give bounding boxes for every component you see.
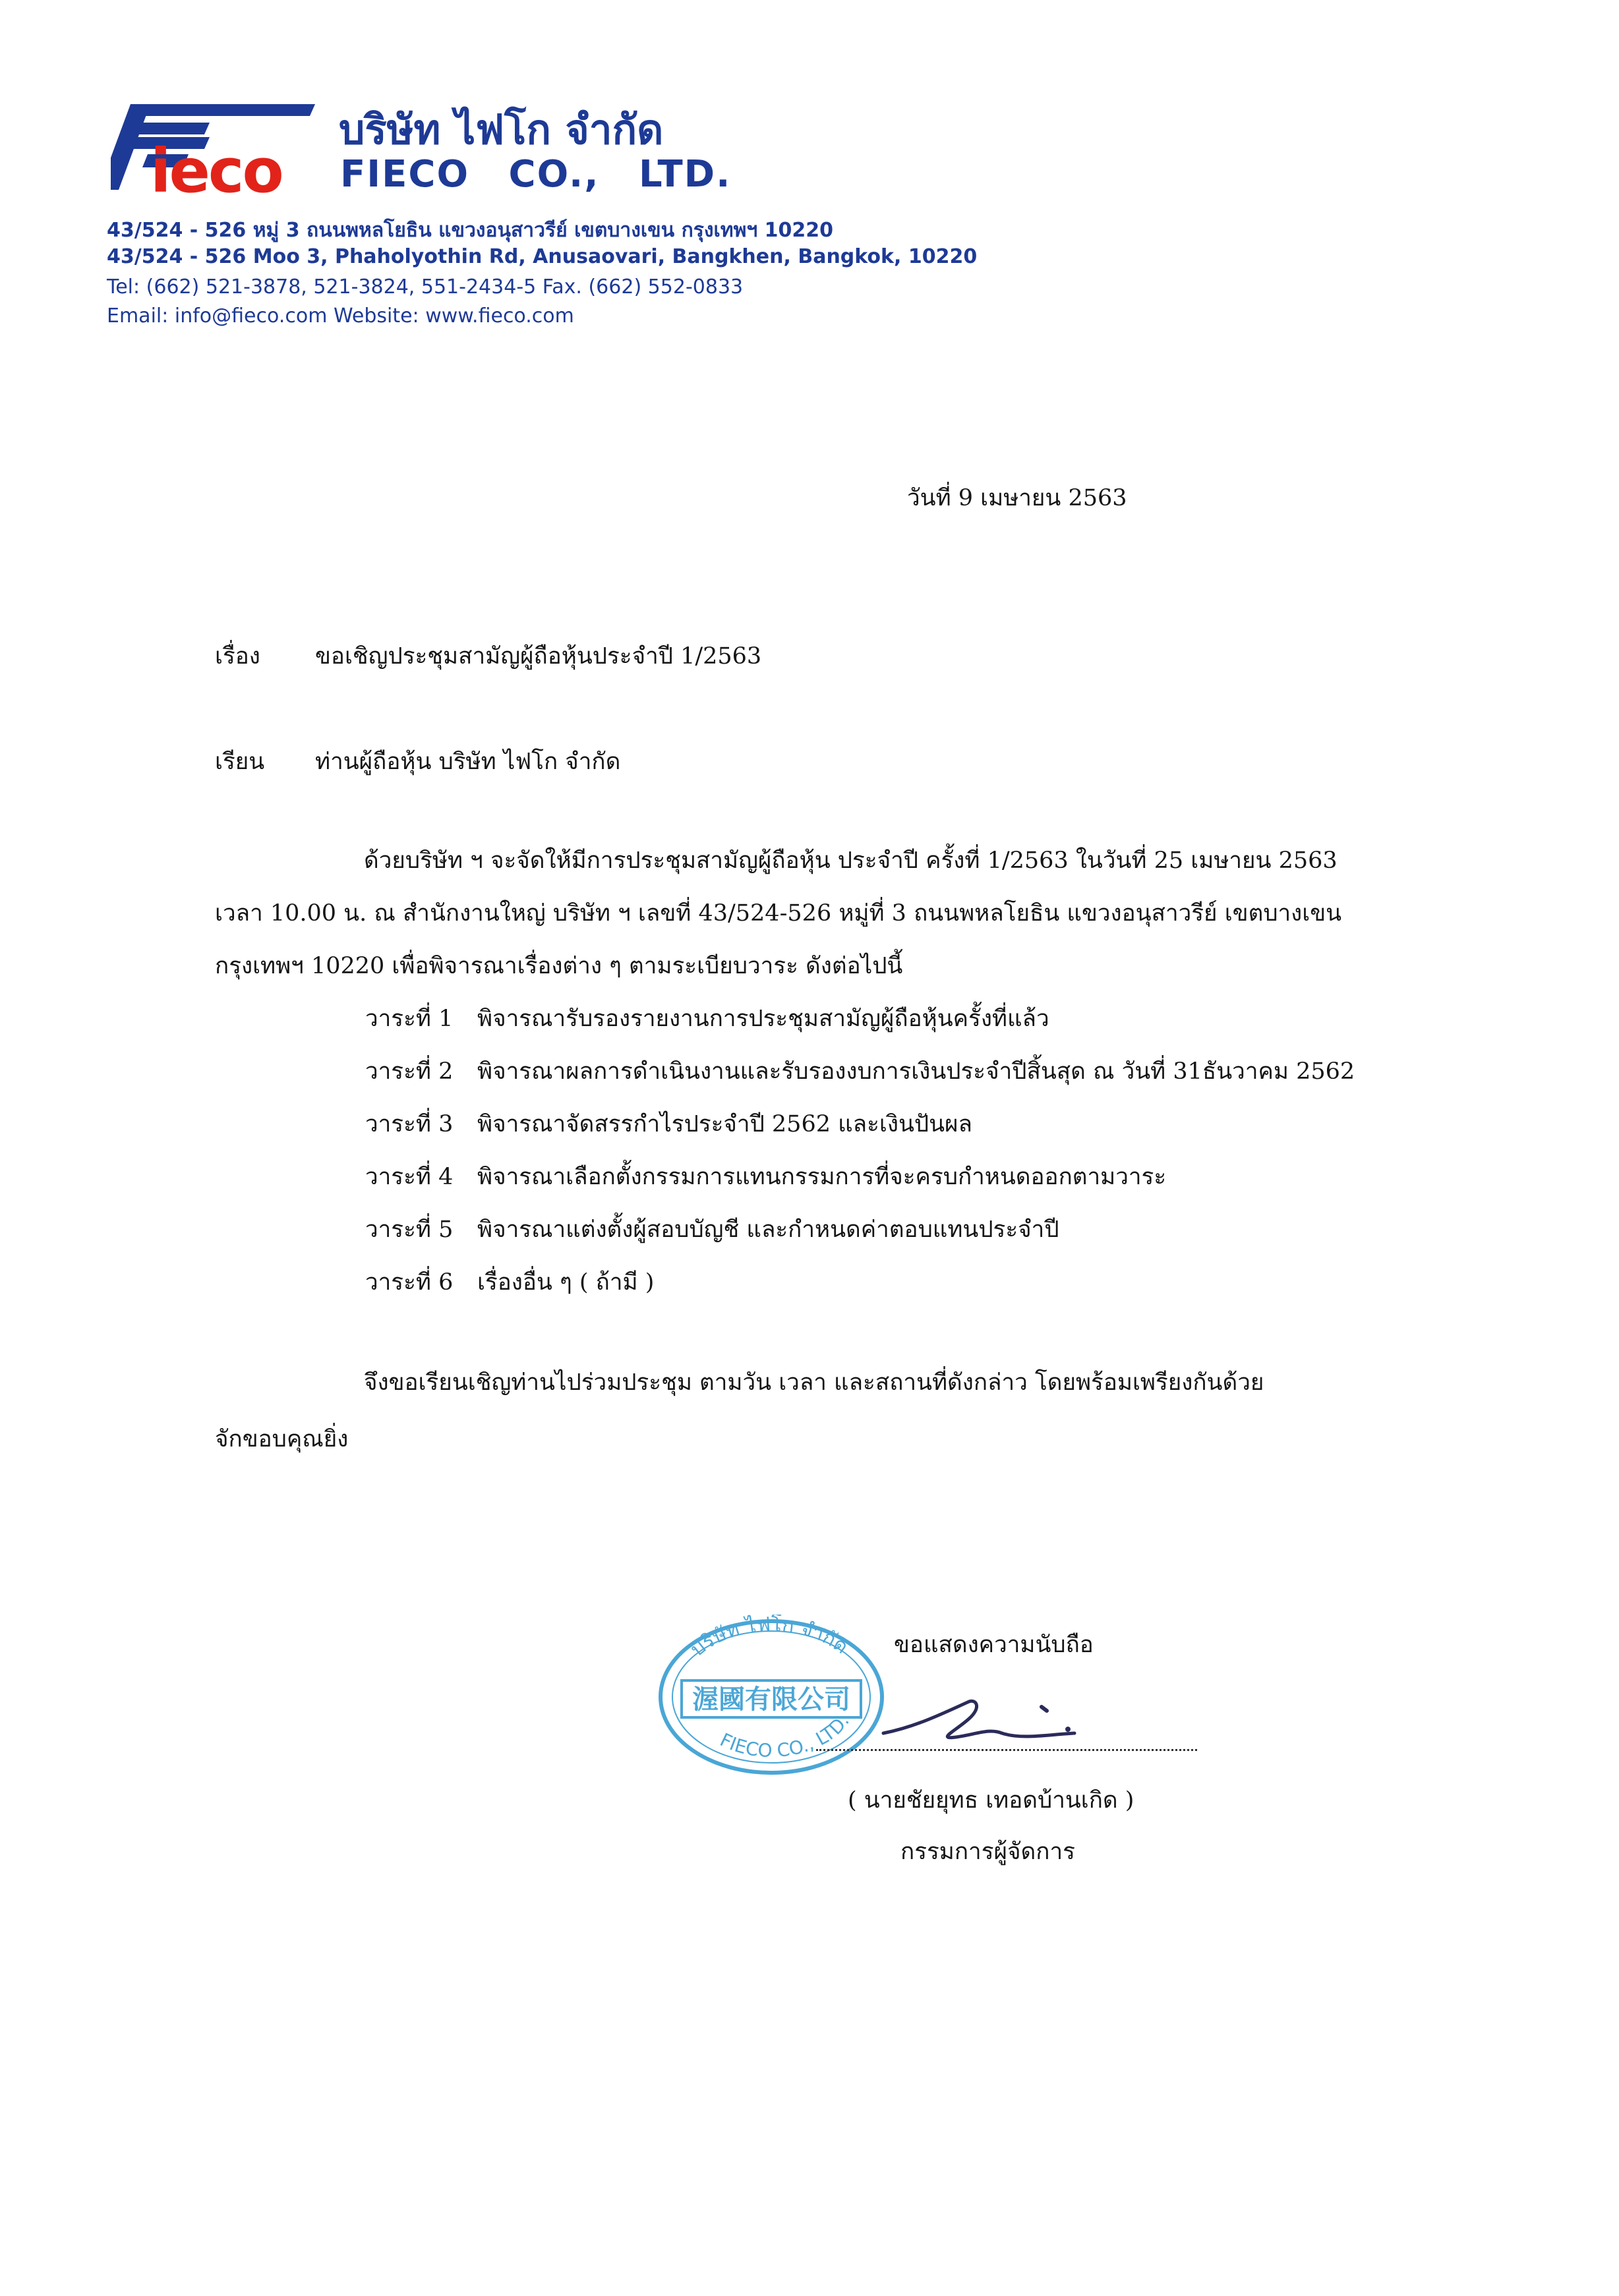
address-thai: 43/524 - 526 หมู่ 3 ถนนพหลโยธิน แขวงอนุสาวรีย์ เขตบางเขน กรุงเทพฯ 10220	[107, 219, 834, 242]
regards-text: ขอแสดงความนับถือ	[894, 1632, 1094, 1658]
agenda-text: พิจารณาจัดสรรกำไรประจำปี 2562 และเงินปันผล	[477, 1111, 972, 1137]
closing-line-2: จักขอบคุณยิ่ง	[215, 1426, 349, 1452]
agenda-number: วาระที่ 6	[365, 1269, 454, 1296]
agenda-text: เรื่องอื่น ๆ ( ถ้ามี )	[477, 1269, 655, 1296]
seal-graphic	[653, 1615, 890, 1779]
agenda-list	[365, 1000, 1355, 1317]
agenda-text: พิจารณารับรองรายงานการประชุมสามัญผู้ถือหุ้นครั้งที่แล้ว	[477, 1006, 1049, 1032]
subject-text: ขอเชิญประชุมสามัญผู้ถือหุ้นประจำปี 1/2563	[315, 643, 762, 670]
phone-fax: Tel: (662) 521-3878, 521-3824, 551-2434-5 Fax. (662) 552-0833	[107, 275, 744, 299]
agenda-number: วาระที่ 4	[365, 1164, 454, 1190]
agenda-number: วาระที่ 2	[365, 1058, 454, 1085]
svg-text:渥國有限公司: 渥國有限公司	[692, 1684, 850, 1715]
agenda-item	[365, 1264, 1355, 1317]
agenda-text: พิจารณาแต่งตั้งผู้สอบบัญชี และกำหนดค่าตอบแทนประจำปี	[477, 1217, 1059, 1243]
signatory-title: กรรมการผู้จัดการ	[900, 1839, 1075, 1865]
agenda-text: พิจารณาผลการดำเนินงานและรับรองงบการเงินประจำปีสิ้นสุด ณ วันที่ 31ธันวาคม 2562	[477, 1058, 1355, 1085]
agenda-item	[365, 1159, 1355, 1211]
company-name-english: FIECO CO., LTD.	[340, 153, 732, 196]
company-logo	[111, 104, 322, 206]
agenda-number: วาระที่ 5	[365, 1217, 454, 1243]
agenda-number: วาระที่ 1	[365, 1006, 454, 1032]
letter-date: วันที่ 9 เมษายน 2563	[907, 485, 1127, 511]
agenda-number: วาระที่ 3	[365, 1111, 454, 1137]
subject-label: เรื่อง	[215, 643, 260, 670]
agenda-item	[365, 1053, 1355, 1106]
address-english: 43/524 - 526 Moo 3, Phaholyothin Rd, Anusaovari, Bangkhen, Bangkok, 10220	[107, 245, 978, 268]
company-seal	[653, 1615, 890, 1779]
body-line-1: ด้วยบริษัท ฯ จะจัดให้มีการประชุมสามัญผู้ถือหุ้น ประจำปี ครั้งที่ 1/2563 ในวันที่ 25 เมษายน 2563	[364, 847, 1338, 874]
svg-text:FIECO CO., LTD.: FIECO CO., LTD.	[717, 1711, 854, 1762]
agenda-item	[365, 1106, 1355, 1159]
agenda-item	[365, 1000, 1355, 1053]
svg-text:บริษัท ไฟโก จำกัด: บริษัท ไฟโก จำกัด	[686, 1615, 853, 1661]
signature-line	[816, 1749, 1197, 1751]
agenda-item	[365, 1211, 1355, 1264]
signatory-name: ( นายชัยยุทธ เทอดบ้านเกิด )	[848, 1787, 1134, 1814]
recipient-label: เรียน	[215, 749, 265, 775]
agenda-text: พิจารณาเลือกตั้งกรรมการแทนกรรมการที่จะครบกำหนดออกตามวาระ	[477, 1164, 1167, 1190]
email-website: Email: info@fieco.com Website: www.fieco.com	[107, 304, 574, 328]
recipient-text: ท่านผู้ถือหุ้น บริษัท ไฟโก จำกัด	[315, 749, 621, 775]
closing-line-1: จึงขอเรียนเชิญท่านไปร่วมประชุม ตามวัน เวลา และสถานที่ดังกล่าว โดยพร้อมเพรียงกันด้วย	[364, 1369, 1264, 1396]
company-name-thai: บริษัท ไฟโก จำกัด	[339, 105, 664, 154]
body-line-2: เวลา 10.00 น. ณ สำนักงานใหญ่ บริษัท ฯ เลขที่ 43/524-526 หมู่ที่ 3 ถนนพหลโยธิน แขวงอนุสาวรีย์ เขตบางเขน	[215, 900, 1342, 927]
logo-wordmark: ieco	[150, 136, 282, 206]
body-line-3: กรุงเทพฯ 10220 เพื่อพิจารณาเรื่องต่าง ๆ ตามระเบียบวาระ ดังต่อไปนี้	[215, 953, 903, 979]
